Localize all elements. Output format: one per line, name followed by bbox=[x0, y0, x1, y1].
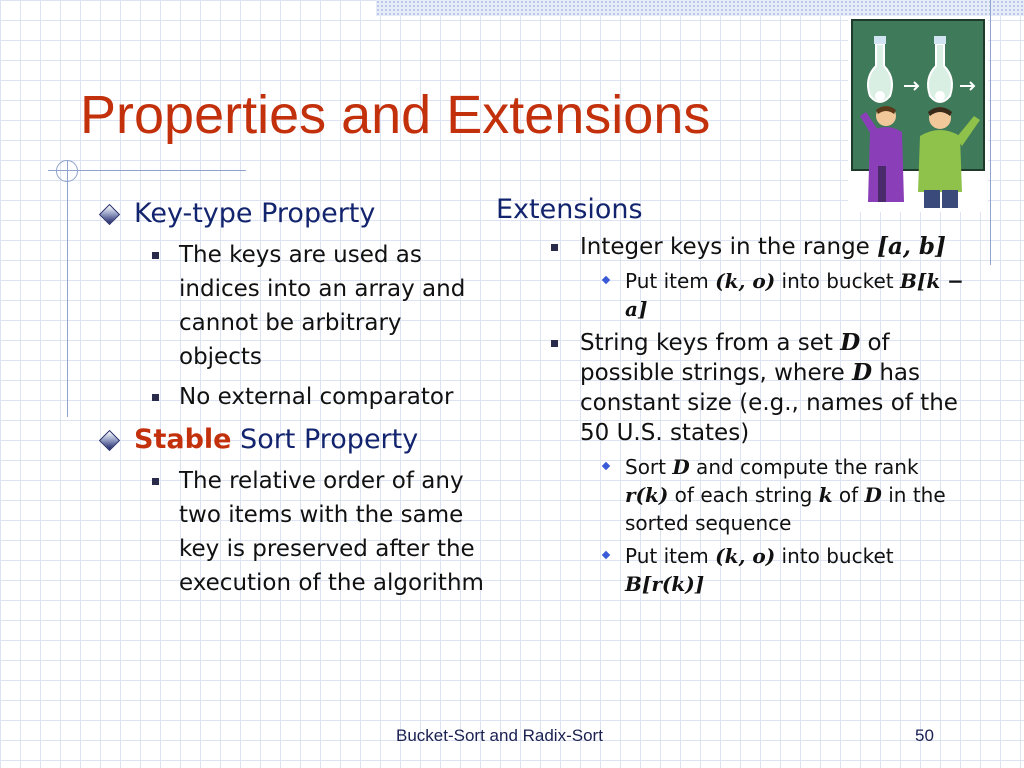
sub-text: of each string bbox=[668, 483, 819, 507]
right-column bbox=[496, 192, 966, 603]
sub-text: Put item bbox=[625, 269, 716, 293]
key-type-list bbox=[96, 238, 486, 414]
key-symbol: k bbox=[818, 483, 833, 507]
key-type-heading: Key-type Property bbox=[134, 198, 376, 229]
sub-text: Sort bbox=[625, 455, 673, 479]
set-symbol: D bbox=[672, 455, 690, 479]
extensions-heading: Extensions bbox=[496, 194, 643, 225]
diamond-bullet-icon bbox=[99, 430, 120, 451]
stable-heading-rest: Sort Property bbox=[231, 424, 419, 455]
small-diamond-bullet-icon bbox=[602, 551, 610, 559]
stable-heading-item bbox=[96, 422, 486, 458]
square-bullet-icon bbox=[152, 252, 159, 259]
sub-text: of bbox=[832, 483, 865, 507]
small-diamond-bullet-icon bbox=[602, 276, 610, 284]
string-sub-item-sort bbox=[496, 453, 966, 537]
integer-keys-item bbox=[496, 232, 966, 262]
bullet-text: No external comparator bbox=[179, 384, 454, 410]
left-column bbox=[96, 196, 486, 608]
string-text: has constant size (e.g., names of the 50 U.S. states) bbox=[580, 360, 958, 446]
list-item bbox=[96, 238, 486, 374]
integer-keys-text: Integer keys in the range bbox=[580, 234, 878, 260]
set-symbol: D bbox=[840, 329, 861, 356]
sub-text: and compute the rank bbox=[689, 455, 919, 479]
square-bullet-icon bbox=[152, 478, 159, 485]
square-bullet-icon bbox=[551, 244, 558, 251]
footer-title: Bucket-Sort and Radix-Sort bbox=[396, 726, 603, 745]
sub-text: into bucket bbox=[775, 269, 900, 293]
bucket-expression: B[r(k)] bbox=[625, 572, 705, 596]
integer-sub-item bbox=[496, 267, 966, 323]
diamond-bullet-icon bbox=[99, 204, 120, 225]
sub-text: in the sorted sequence bbox=[625, 483, 946, 535]
key-type-heading-item bbox=[96, 196, 486, 232]
item-pair: (k, o) bbox=[715, 544, 776, 568]
item-pair: (k, o) bbox=[715, 269, 776, 293]
list-item bbox=[96, 464, 486, 600]
string-text: String keys from a set bbox=[580, 330, 841, 356]
string-text: of possible strings, where bbox=[580, 330, 890, 386]
scientists-clipart bbox=[848, 16, 988, 212]
bullet-text: The keys are used as indices into an array and cannot be arbitrary objects bbox=[179, 242, 466, 370]
string-sub-item-put bbox=[496, 542, 966, 598]
left-accent-line bbox=[67, 160, 68, 417]
range-expression: [a, b] bbox=[877, 233, 946, 260]
circle-ornament bbox=[56, 160, 78, 182]
small-diamond-bullet-icon bbox=[602, 462, 610, 470]
list-item bbox=[96, 380, 486, 414]
square-bullet-icon bbox=[152, 394, 159, 401]
stable-list bbox=[96, 464, 486, 600]
string-keys-item bbox=[496, 328, 966, 448]
sub-text: Put item bbox=[625, 544, 716, 568]
bullet-text: The relative order of any two items with the same key is preserved after the execution of the algorithm bbox=[179, 468, 484, 596]
stable-keyword: Stable bbox=[134, 424, 232, 455]
rank-expression: r(k) bbox=[625, 483, 669, 507]
top-decorative-band bbox=[376, 0, 1024, 16]
set-symbol: D bbox=[852, 359, 873, 386]
set-symbol: D bbox=[864, 483, 882, 507]
right-accent-line bbox=[990, 0, 991, 265]
bucket-expression: B[k − a] bbox=[625, 269, 964, 321]
slide-title: Properties and Extensions bbox=[80, 85, 711, 145]
sub-text: into bucket bbox=[775, 544, 894, 568]
square-bullet-icon bbox=[551, 340, 558, 347]
page-number: 50 bbox=[915, 726, 934, 745]
